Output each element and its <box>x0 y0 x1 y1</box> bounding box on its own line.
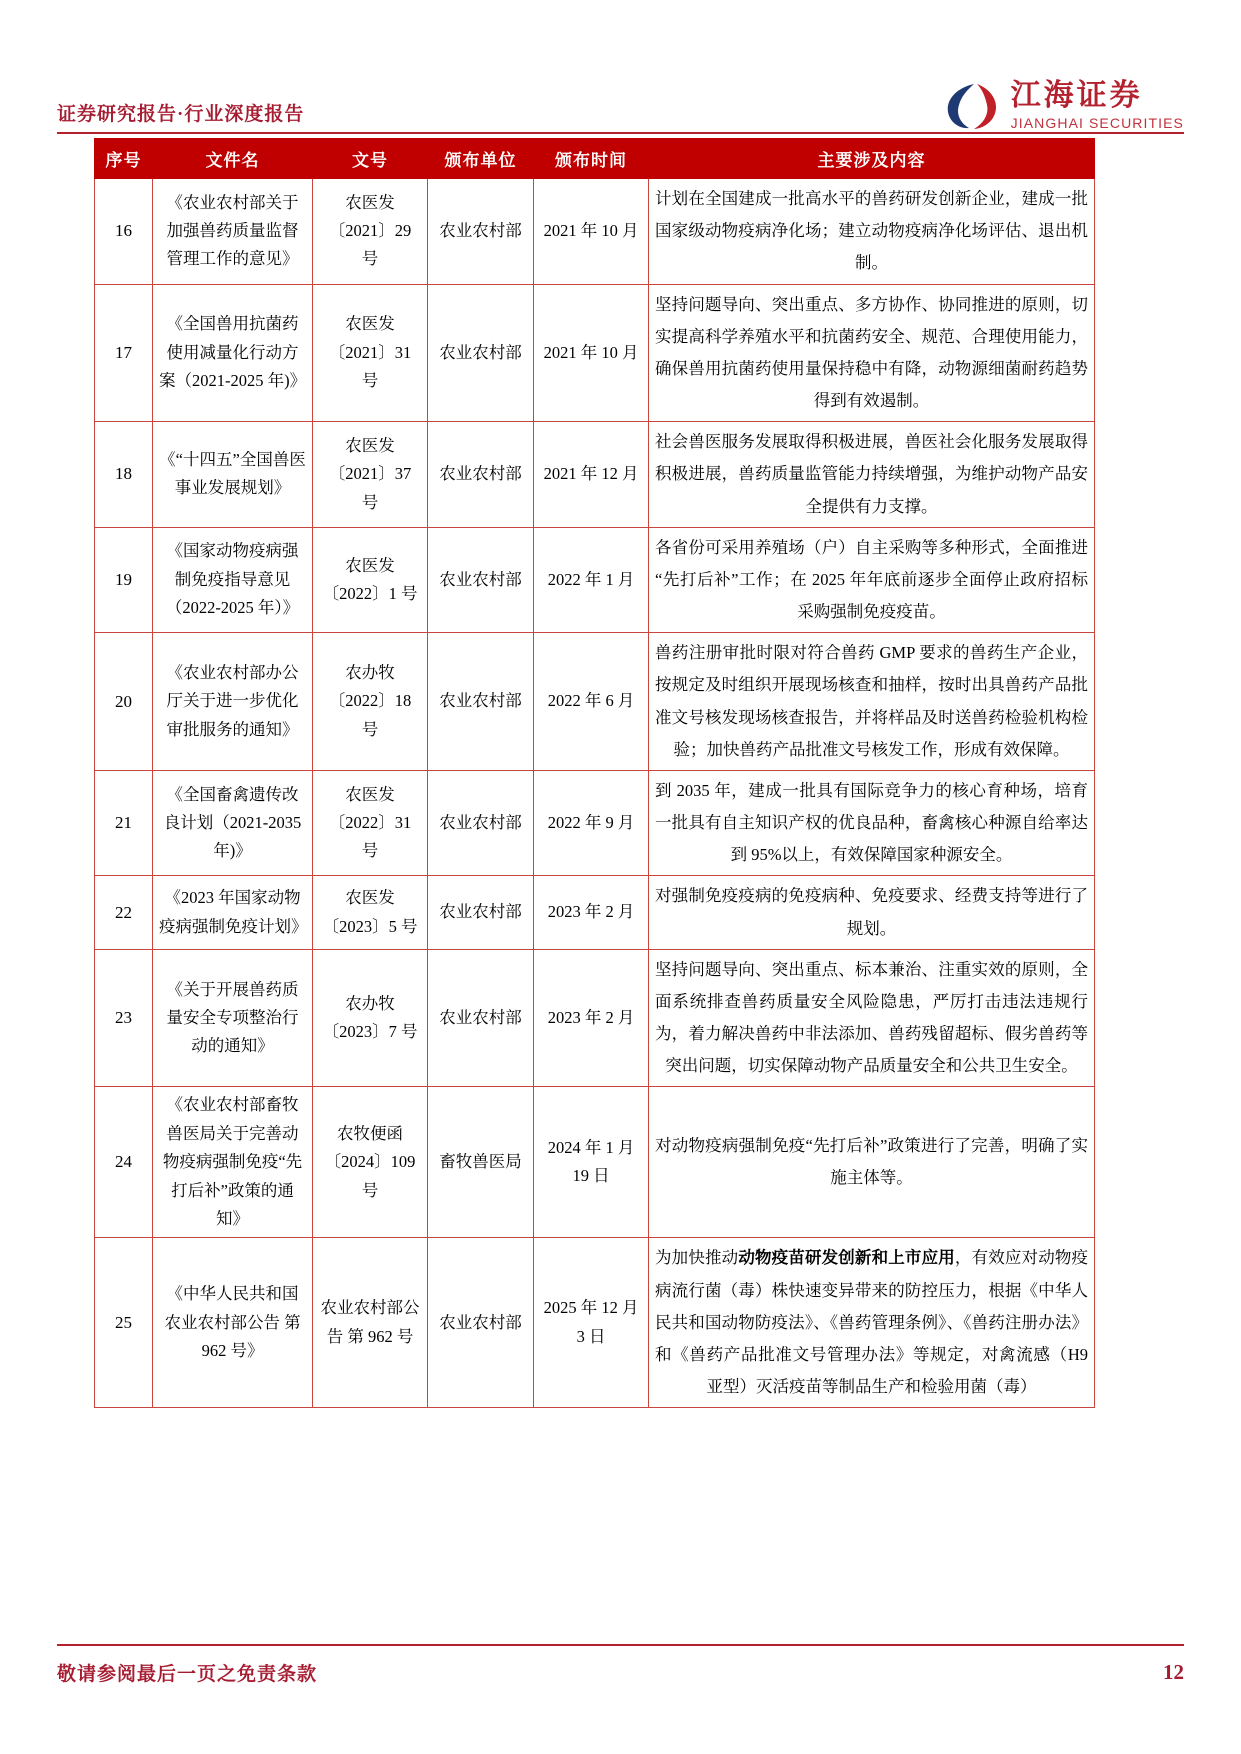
content-post: ，有效应对动物疫病流行菌（毒）株快速变异带来的防控压力，根据《中华人民共和国动物防疫法》、《兽药管理条例》、《兽药注册办法》和《兽药产品批准文号管理办法》等规定，对禽流感（H9 亚型）灭活疫苗等制品生产和检验用菌（毒） <box>655 1248 1089 1397</box>
cell-seq: 21 <box>95 770 153 876</box>
cell-issuer: 农业农村部 <box>428 633 534 771</box>
page-number: 12 <box>1163 1660 1184 1684</box>
cell-name: 《“十四五”全国兽医事业发展规划》 <box>153 422 313 528</box>
cell-issue-date: 2022 年 6 月 <box>534 633 649 771</box>
table-row <box>95 1087 1095 1238</box>
brand-name-cn: 江海证券 <box>1010 79 1143 112</box>
table-row <box>95 422 1095 528</box>
cell-content: 对强制免疫疫病的免疫病种、免疫要求、经费支持等进行了规划。 <box>649 876 1095 949</box>
cell-seq: 19 <box>95 527 153 633</box>
cell-content: 对动物疫病强制免疫“先打后补”政策进行了完善，明确了实施主体等。 <box>649 1087 1095 1238</box>
cell-content: 计划在全国建成一批高水平的兽药研发创新企业，建成一批国家级动物疫病净化场；建立动物疫病净化场评估、退出机制。 <box>649 179 1095 285</box>
col-header-no: 文号 <box>313 139 428 179</box>
cell-issue-date: 2021 年 12 月 <box>534 422 649 528</box>
report-type-label: 证券研究报告·行业深度报告 <box>57 104 305 125</box>
table-row <box>95 179 1095 285</box>
cell-seq: 16 <box>95 179 153 285</box>
cell-doc-number: 农医发〔2023〕5 号 <box>313 876 428 949</box>
table-header-row <box>95 139 1095 179</box>
cell-issue-date: 2022 年 1 月 <box>534 527 649 633</box>
cell-doc-number: 农业农村部公告 第 962 号 <box>313 1238 428 1408</box>
cell-content: 社会兽医服务发展取得积极进展，兽医社会化服务发展取得积极进展，兽药质量监管能力持续增强，为维护动物产品安全提供有力支撑。 <box>649 422 1095 528</box>
cell-doc-number: 农医发〔2021〕29 号 <box>313 179 428 285</box>
page-header <box>57 70 1184 132</box>
cell-content: 到 2035 年，建成一批具有国际竞争力的核心育种场，培育一批具有自主知识产权的优良品种，畜禽核心种源自给率达到 95%以上，有效保障国家种源安全。 <box>649 770 1095 876</box>
cell-issue-date: 2024 年 1 月 19 日 <box>534 1087 649 1238</box>
cell-name: 《全国兽用抗菌药使用减量化行动方案（2021-2025 年)》 <box>153 284 313 422</box>
cell-issuer: 农业农村部 <box>428 422 534 528</box>
cell-content <box>649 1238 1095 1408</box>
cell-name: 《2023 年国家动物疫病强制免疫计划》 <box>153 876 313 949</box>
table-body <box>95 179 1095 1408</box>
cell-name: 《国家动物疫病强制免疫指导意见（2022-2025 年）》 <box>153 527 313 633</box>
cell-issue-date: 2021 年 10 月 <box>534 284 649 422</box>
header-divider <box>57 132 1184 134</box>
table-row <box>95 1238 1095 1408</box>
col-header-date: 颁布时间 <box>534 139 649 179</box>
cell-issue-date: 2023 年 2 月 <box>534 949 649 1087</box>
cell-name: 《农业农村部办公厅关于进一步优化审批服务的通知》 <box>153 633 313 771</box>
jianghai-swoosh-icon <box>944 82 1002 130</box>
cell-seq: 24 <box>95 1087 153 1238</box>
cell-issue-date: 2021 年 10 月 <box>534 179 649 285</box>
table-row <box>95 770 1095 876</box>
cell-seq: 23 <box>95 949 153 1087</box>
brand-name-en: JIANGHAI SECURITIES <box>1010 115 1184 131</box>
table-row <box>95 527 1095 633</box>
cell-issuer: 农业农村部 <box>428 527 534 633</box>
policy-table <box>94 138 1095 1408</box>
col-header-seq: 序号 <box>95 139 153 179</box>
company-logo <box>944 81 1184 132</box>
cell-issuer: 农业农村部 <box>428 1238 534 1408</box>
cell-issue-date: 2022 年 9 月 <box>534 770 649 876</box>
page-footer <box>57 1659 1184 1686</box>
col-header-org: 颁布单位 <box>428 139 534 179</box>
table-row <box>95 633 1095 771</box>
table-row <box>95 949 1095 1087</box>
table-row <box>95 876 1095 949</box>
cell-issuer: 农业农村部 <box>428 770 534 876</box>
cell-doc-number: 农牧便函〔2024〕109 号 <box>313 1087 428 1238</box>
cell-seq: 17 <box>95 284 153 422</box>
brand-text <box>1011 81 1184 130</box>
cell-content: 兽药注册审批时限对符合兽药 GMP 要求的兽药生产企业，按规定及时组织开展现场核查和抽样，按时出具兽药产品批准文号核发现场核查报告，并将样品及时送兽药检验机构检验；加快兽药产品批准文号核发工作，形成有效保障。 <box>649 633 1095 771</box>
col-header-name: 文件名 <box>153 139 313 179</box>
cell-issuer: 农业农村部 <box>428 284 534 422</box>
cell-issue-date: 2023 年 2 月 <box>534 876 649 949</box>
cell-content: 各省份可采用养殖场（户）自主采购等多种形式，全面推进“先打后补”工作；在 2025 年年底前逐步全面停止政府招标采购强制免疫疫苗。 <box>649 527 1095 633</box>
cell-seq: 20 <box>95 633 153 771</box>
col-header-body: 主要涉及内容 <box>649 139 1095 179</box>
cell-name: 《关于开展兽药质量安全专项整治行动的通知》 <box>153 949 313 1087</box>
cell-doc-number: 农医发〔2021〕31 号 <box>313 284 428 422</box>
cell-name: 《中华人民共和国农业农村部公告 第 962 号》 <box>153 1238 313 1408</box>
cell-content: 坚持问题导向、突出重点、标本兼治、注重实效的原则，全面系统排查兽药质量安全风险隐患，严厉打击违法违规行为，着力解决兽药中非法添加、兽药残留超标、假劣兽药等突出问题，切实保障动物产品质量安全和公共卫生安全。 <box>649 949 1095 1087</box>
cell-name: 《农业农村部畜牧兽医局关于完善动物疫病强制免疫“先打后补”政策的通知》 <box>153 1087 313 1238</box>
cell-name: 《农业农村部关于加强兽药质量监督管理工作的意见》 <box>153 179 313 285</box>
cell-issuer: 农业农村部 <box>428 949 534 1087</box>
content-pre: 为加快推动 <box>655 1248 739 1268</box>
cell-doc-number: 农医发〔2022〕1 号 <box>313 527 428 633</box>
cell-doc-number: 农医发〔2022〕31 号 <box>313 770 428 876</box>
table-row <box>95 284 1095 422</box>
footer-divider <box>57 1644 1184 1646</box>
disclaimer-text: 敬请参阅最后一页之免责条款 <box>57 1664 318 1685</box>
cell-doc-number: 农医发〔2021〕37 号 <box>313 422 428 528</box>
policy-table-container <box>94 138 1094 1408</box>
cell-issuer: 农业农村部 <box>428 876 534 949</box>
cell-issuer: 农业农村部 <box>428 179 534 285</box>
cell-seq: 22 <box>95 876 153 949</box>
cell-seq: 25 <box>95 1238 153 1408</box>
content-emphasis: 动物疫苗研发创新和上市应用 <box>738 1248 955 1268</box>
cell-doc-number: 农办牧〔2023〕7 号 <box>313 949 428 1087</box>
cell-doc-number: 农办牧〔2022〕18 号 <box>313 633 428 771</box>
cell-issue-date: 2025 年 12 月 3 日 <box>534 1238 649 1408</box>
cell-content: 坚持问题导向、突出重点、多方协作、协同推进的原则，切实提高科学养殖水平和抗菌药安全、规范、合理使用能力，确保兽用抗菌药使用量保持稳中有降，动物源细菌耐药趋势得到有效遏制。 <box>649 284 1095 422</box>
cell-issuer: 畜牧兽医局 <box>428 1087 534 1238</box>
cell-name: 《全国畜禽遗传改良计划（2021-2035 年)》 <box>153 770 313 876</box>
cell-seq: 18 <box>95 422 153 528</box>
